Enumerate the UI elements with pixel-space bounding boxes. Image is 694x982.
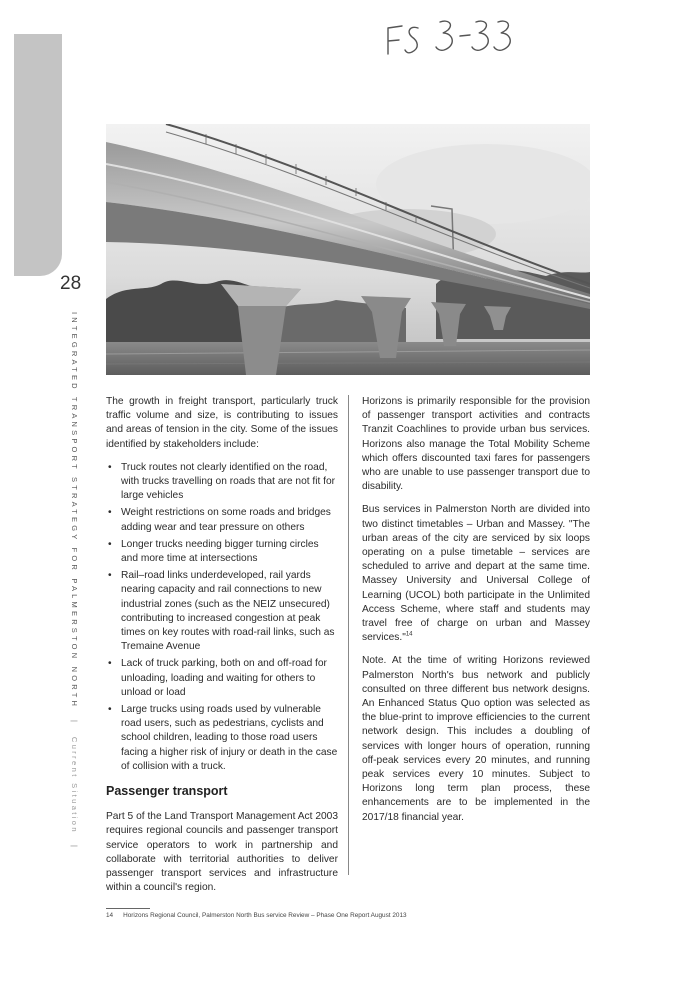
handwritten-note bbox=[378, 14, 528, 58]
passenger-transport-heading: Passenger transport bbox=[106, 784, 228, 799]
stakeholder-issues-list bbox=[106, 461, 338, 774]
left-column bbox=[106, 395, 338, 905]
side-separator-end: | bbox=[70, 845, 79, 851]
side-section: Current Situation bbox=[70, 736, 79, 834]
side-separator: | bbox=[70, 720, 79, 726]
footnote-ref: 14 bbox=[405, 631, 413, 638]
list-item: • Rail–road links underdeveloped, rail yards nearing capacity and rail connections to new industrial zones (such as the NEIZ unsecured) contributing to increased congestion at peak times on key routes with road-rail links, such as Tremaine Avenue bbox=[106, 569, 338, 654]
list-item: • Large trucks using roads used by vulnerable road users, such as pedestrians, cyclists and school children, leading to those road users facing a higher risk of injury or death in the case of collision with a truck. bbox=[106, 703, 338, 774]
page-edge-tab bbox=[14, 34, 62, 276]
bus-services-paragraph bbox=[362, 503, 590, 645]
bridge-photo bbox=[106, 124, 590, 375]
passenger-transport-paragraph: Part 5 of the Land Transport Management Act 2003 requires regional councils and passenger transport service operators to work in partnership and collaborate with territorial authorities to deliver passenger transport services and infrastructure within a council's region. bbox=[106, 811, 338, 894]
side-title: INTEGRATED TRANSPORT STRATEGY FOR PALMERSTON NORTH bbox=[70, 312, 79, 710]
freight-intro: The growth in freight transport, particularly truck traffic volume and size, is contributing to issues and areas of tension in the city. Some of the issues identified by stakeholders include: bbox=[106, 396, 338, 450]
footnote-divider bbox=[106, 908, 150, 909]
page-number: 28 bbox=[60, 273, 82, 294]
column-divider bbox=[348, 395, 349, 875]
note-paragraph: Note. At the time of writing Horizons reviewed Palmerston North's bus network and publicly consulted on three different bus network designs. An Enhanced Status Quo option was selected as the blue-print to improve efficiencies to the current network design. This includes a doubling of services with longer hours of operation, running off-peak services every 20 minutes, and running peak services every 10 minutes. Subject to Horizons long term plan process, these enhancements are to be implemented in the 2017/18 financial year. bbox=[362, 655, 590, 823]
list-item: • Lack of truck parking, both on and off-road for unloading, loading and waiting for others to unload or load bbox=[106, 657, 338, 700]
right-column bbox=[362, 395, 590, 834]
footnote-number: 14 bbox=[106, 912, 114, 919]
list-item: • Truck routes not clearly identified on the road, with trucks travelling on roads that are not fit for large vehicles bbox=[106, 461, 338, 504]
footnote-text: Horizons Regional Council, Palmerston North Bus service Review – Phase One Report August 2013 bbox=[123, 912, 407, 919]
bus-services-text: Bus services in Palmerston North are divided into two distinct timetables – Urban and Massey. "The urban areas of the city are serviced by six loops operating on a pulse timetable – services are scheduled to arrive and depart at the same time. Massey University and Universal College of Learning (UCOL) both participate in the Unlimited Access Scheme, where staff and students may travel free of charge on urban and Massey services." bbox=[362, 504, 590, 644]
list-item: • Weight restrictions on some roads and bridges adding wear and tear pressure on others bbox=[106, 506, 338, 534]
footnote bbox=[106, 912, 407, 919]
list-item: • Longer trucks needing bigger turning circles and more time at intersections bbox=[106, 538, 338, 566]
horizons-paragraph: Horizons is primarily responsible for the provision of passenger transport activities and contracts Tranzit Coachlines to provide urban bus services. Horizons also manage the Total Mobility Scheme which offers discounted taxi fares for passengers who are unable to use passenger transport due to disability. bbox=[362, 396, 590, 493]
side-running-title bbox=[70, 312, 79, 856]
